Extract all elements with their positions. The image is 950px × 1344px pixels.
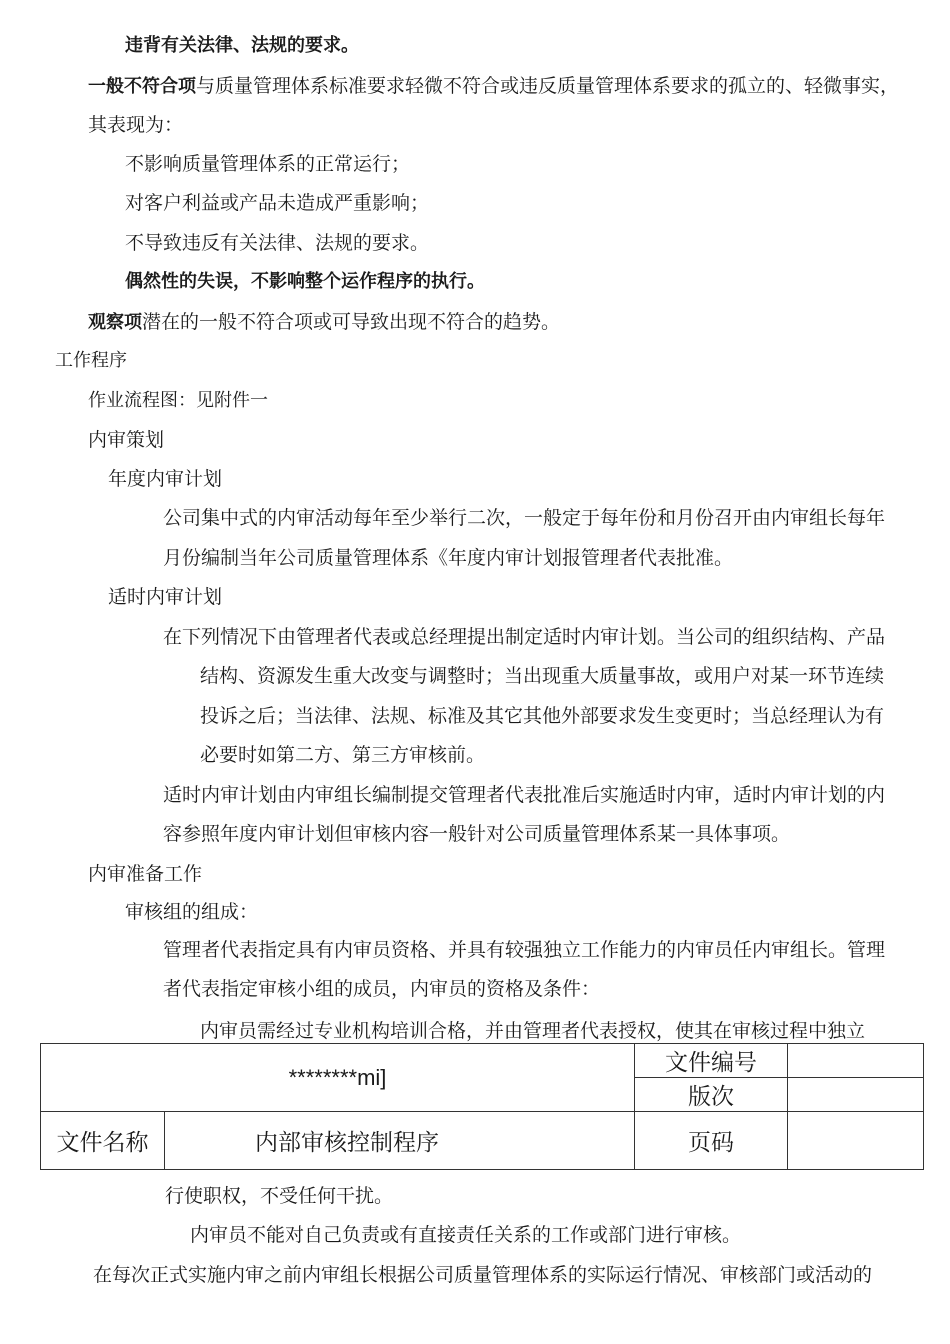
document-header-table [40,1043,924,1170]
doc-number-label: 文件编号 [635,1044,788,1078]
text-line: 在每次正式实施内审之前内审组长根据公司质量管理体系的实际运行情况、审核部门或活动的 [93,1264,873,1286]
file-name-label: 文件名称 [41,1112,165,1170]
text-line: 内审员不能对自己负责或有直接责任关系的工作或部门进行审核。 [190,1224,742,1246]
company-code-cell [41,1044,635,1112]
subsection-heading: 内审准备工作 [88,863,203,885]
text-line: 管理者代表指定具有内审员资格、并具有较强独立工作能力的内审员任内审组长。管理 [163,939,886,961]
subsection-heading: 年度内审计划 [108,468,223,490]
text-line: 对客户利益或产品未造成严重影响； [125,192,430,214]
page-value [788,1112,924,1170]
paragraph-minor-nonconformity [88,74,899,99]
text-line: 投诉之后；当法律、法规、标准及其它其他外部要求发生变更时；当总经理认为有 [200,705,885,727]
doc-number-value [788,1044,924,1078]
text-line: 偶然性的失误，不影响整个运作程序的执行。 [125,271,485,292]
text-line: 必要时如第二方、第三方审核前。 [200,744,486,766]
text-line: 适时内审计划由内审组长编制提交管理者代表批准后实施适时内审，适时内审计划的内 [163,784,886,806]
text-line: 违背有关法律、法规的要求。 [125,35,359,56]
subsection-heading: 审核组的组成： [125,901,259,923]
text-line: 者代表指定审核小组的成员，内审员的资格及条件： [163,978,601,1000]
paragraph-observation [88,310,560,335]
page-label: 页码 [635,1112,788,1170]
text-line: 容参照年度内审计划但审核内容一般针对公司质量管理体系某一具体事项。 [163,823,791,845]
term-observation: 观察项 [88,312,142,333]
section-heading: 工作程序 [55,350,127,371]
subsection-heading: 适时内审计划 [108,586,223,608]
text-line: 结构、资源发生重大改变与调整时；当出现重大质量事故，或用户对某一环节连续 [200,665,885,687]
company-code: ********mi] [288,1064,387,1090]
text-line: 其表现为： [88,114,184,136]
definition-observation: 潜在的一般不符合项或可导致出现不符合的趋势。 [142,311,561,333]
text-line: 公司集中式的内审活动每年至少举行二次，一般定于每年份和月份召开由内审组长每年 [163,507,886,529]
text-line: 行使职权，不受任何干扰。 [165,1185,394,1207]
text-line: 月份编制当年公司质量管理体系《年度内审计划报管理者代表批准。 [163,547,734,569]
version-value [788,1078,924,1112]
version-label: 版次 [635,1078,788,1112]
subsection-heading: 内审策划 [88,429,165,451]
definition-minor-nonconformity: 与质量管理体系标准要求轻微不符合或违反质量管理体系要求的孤立的、轻微事实， [196,75,900,97]
file-name-value: 内部审核控制程序 [165,1112,635,1170]
term-minor-nonconformity: 一般不符合项 [88,76,196,97]
text-line: 内审员需经过专业机构培训合格，并由管理者代表授权，使其在审核过程中独立 [200,1020,866,1042]
text-line: 不导致违反有关法律、法规的要求。 [125,232,430,254]
text-line: 在下列情况下由管理者代表或总经理提出制定适时内审计划。当公司的组织结构、产品 [163,626,886,648]
subsection-heading: 作业流程图：见附件一 [88,390,268,411]
text-line: 不影响质量管理体系的正常运行； [125,153,411,175]
